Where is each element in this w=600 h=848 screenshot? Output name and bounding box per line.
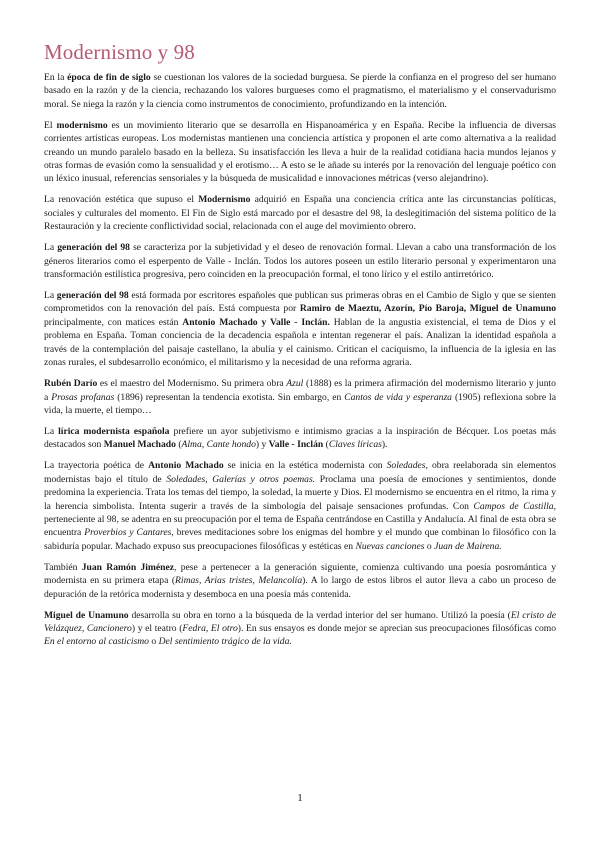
text-run: (1905) reflexiona sobre la vida, la muerte, el tiempo… (44, 391, 556, 416)
document-body (44, 71, 556, 656)
italic-title: Soledades (386, 460, 426, 472)
text-run: , obra reelaborada sin elementos modernistas bajo el título de (44, 460, 557, 485)
text-run: Hablan de la angustia existencial, el tema de Dios y el problema en España. Toman conciencia de la decadencia española e intentan regenerar el país. Analizan la identidad española a través de la contemplación del paisaje castellano, la abulia y el cainismo. Critican el caciquismo, la influencia de la iglesia en las zonas rurales, el subdesarrollo económico, el militarismo y la necesidad de una reforma agraria. (44, 316, 556, 369)
text-run: o (148, 636, 159, 648)
text-run: También (44, 561, 82, 573)
page-title: Modernismo y 98 (44, 40, 195, 64)
text-run: La (44, 290, 57, 302)
text-run: ). A lo largo de estos libros el autor lleva a cabo un proceso de depuración de la retórica modernista y desemboca en una poesía más contenida. (44, 575, 557, 600)
paragraph (44, 289, 556, 369)
text-run: adquirió en España una conciencia crítica ante las circunstancias políticas, sociales y culturales del momento. El Fin de Siglo está marcado por el desastre del 98, la deslegitimación del sistema político de la Restauración y la creciente conflictividad social, relacionada con el auge del movimiento obrero. (44, 194, 556, 233)
text-run: ). (381, 439, 388, 451)
italic-title: Fedra, El otro (182, 622, 238, 634)
text-run: ). En sus ensayos es donde mejor se aprecian sus preocupaciones filosóficas como (237, 622, 557, 634)
italic-title: Del sentimiento trágico de la vida. (158, 636, 292, 648)
text-run: , perteneciente al 98, se adentra en su preocupación por el tema de España centrándose en Castilla y Andalucía. Al final de esta obra se encuentra (44, 500, 556, 539)
text-run: se caracteriza por la subjetividad y el deseo de renovación formal. Llevan a cabo una transformación de los géneros literarios como el esperpento de Valle - Inclán. Todos los autores poseen un estilo literario personal y experimentaron una transformación estilística progresiva, pero coinciden en la preocupación formal, el tono lírico y el estilo antirretórico. (44, 242, 556, 281)
page-number: 1 (297, 792, 303, 804)
bold-text: Antonio Machado y Valle - Inclán. (182, 316, 330, 328)
bold-text: Juan Ramón Jiménez (81, 561, 175, 573)
italic-title: Claves líricas (328, 439, 382, 451)
paragraph (44, 119, 556, 186)
text-run: La (44, 425, 59, 437)
text-run: prefiere un ayor subjetivismo e intimismo gracias a la inspiración de Bécquer. Los poetas más destacados son (44, 425, 556, 451)
italic-title: Soledades, Galerías y otros poemas. (166, 473, 316, 485)
text-run: , breves meditaciones sobre los enigmas del hombre y el mundo que combinan lo filosófico con la sabiduría popular. Machado expuso sus preocupaciones filosóficas y estéticas en (44, 527, 557, 552)
bold-text: Manuel Machado (103, 439, 176, 451)
text-run: está formada por escritores españoles que publican sus primeras obras en el Cambio de Siglo y que se sienten comprometidos con la renovación del país. Está compuesta por (44, 290, 556, 315)
text-run: se cuestionan los valores de la sociedad burguesa. Se pierde la confianza en el progreso del ser humano basado en la razón y de la ciencia, rechazando los valores burgueses como el pragmatismo, el materialismo y el conservadurismo moral. Se niega la razón y la ciencia como instrumentos de conocimiento, profundizando en la intención. (44, 72, 556, 110)
bold-text: modernismo (56, 119, 108, 131)
text-run: El (44, 119, 57, 131)
text-run: En la (44, 72, 68, 83)
italic-title: En el entorno al casticismo (44, 636, 149, 648)
paragraph (44, 193, 556, 233)
paragraph (44, 241, 556, 281)
text-run: , pese a pertenecer a la generación siguiente, comienza cultivando una poesía posromántica y modernista en su primera etapa ( (44, 561, 556, 587)
italic-title: Alma, Cante hondo (181, 439, 256, 451)
italic-title: Proverbios y Cantares (84, 527, 172, 539)
bold-text: Rubén Darío (44, 378, 98, 390)
italic-title: El cristo de Velázquez, Cancionero (44, 609, 556, 634)
paragraph (44, 561, 556, 601)
text-run: ( (175, 439, 182, 451)
paragraph (44, 459, 556, 553)
text-run: es un movimiento literario que se desarrolla en Hispanoamérica y en España. Recibe la influencia de diversas corrientes artísticas europeas. Los modernistas mantienen una conciencia artística y proponen el arte como alternativa a la realidad creando un mundo paralelo basado en la belleza. Su insatisfacción les lleva a huir de la realidad cotidiana hacia mundos lejanos y otras formas de evasión como la sensualidad y el erotismo… A esto se le añade su interés por la renovación del lenguaje poético con un léxico inusual, referencias sensoriales y la búsqueda de musicalidad e innovaciones métricas (verso alejandrino). (44, 119, 556, 185)
text-run: es el maestro del Modernismo. Su primera obra (97, 378, 287, 390)
bold-text: Antonio Machado (148, 460, 224, 472)
bold-text: época de fin de siglo (67, 72, 151, 83)
bold-text: Ramiro de Maeztu, Azorín, Pío Baroja, Miguel de Unamuno (299, 303, 556, 315)
paragraph (44, 425, 556, 452)
bold-text: Valle - Inclán (268, 439, 324, 451)
text-run: (1888) es la primera afirmación del modernismo literario y junto a (44, 378, 556, 403)
italic-title: Nuevas canciones (355, 540, 425, 552)
text-run: se inicia en la estética modernista con (223, 460, 387, 472)
bold-text: Miguel de Unamuno (44, 609, 129, 621)
italic-title: Campos de Castilla (473, 500, 554, 512)
text-run: desarrolla su obra en torno a la búsqueda de la verdad interior del ser humano. Utilizó la poesía ( (128, 609, 511, 621)
italic-title: Azul (286, 378, 304, 390)
paragraph (44, 609, 556, 649)
text-run: ( (323, 439, 329, 451)
bold-text: generación del 98 (57, 242, 130, 254)
bold-text: Modernismo (198, 194, 251, 206)
italic-title: Juan de Mairena. (434, 540, 502, 552)
italic-title: Rimas, Arias tristes, Melancolía (175, 575, 303, 587)
paragraph (44, 71, 556, 111)
text-run: (1896) representan la tendencia exotista. Sin embargo, en (114, 391, 345, 403)
italic-title: Cantos de vida y esperanza (344, 391, 452, 403)
text-run: Proclama una poesía de emociones y sentimientos, donde predomina la experiencia. Trata los temas del tiempo, la soledad, la muerte y Dios. El modernismo se encuentra en el ritmo, la rima y la herencia simbolista. Intenta sugerir a través de la simbología del paisaje sensaciones profundas. Con (44, 473, 557, 512)
text-run: o (424, 540, 435, 552)
text-run: La trayectoria poética de (44, 460, 149, 472)
paragraph (44, 377, 556, 417)
text-run: ) y el teatro ( (131, 622, 183, 634)
italic-title: Prosas profanas (51, 391, 115, 403)
text-run: La renovación estética que supuso el (44, 194, 199, 206)
text-run: La (44, 242, 58, 254)
text-run: ) y (255, 439, 269, 451)
bold-text: generación del 98 (56, 290, 129, 302)
text-run: principalmente, con matices están (44, 316, 183, 328)
bold-text: lírica modernista española (58, 425, 170, 437)
